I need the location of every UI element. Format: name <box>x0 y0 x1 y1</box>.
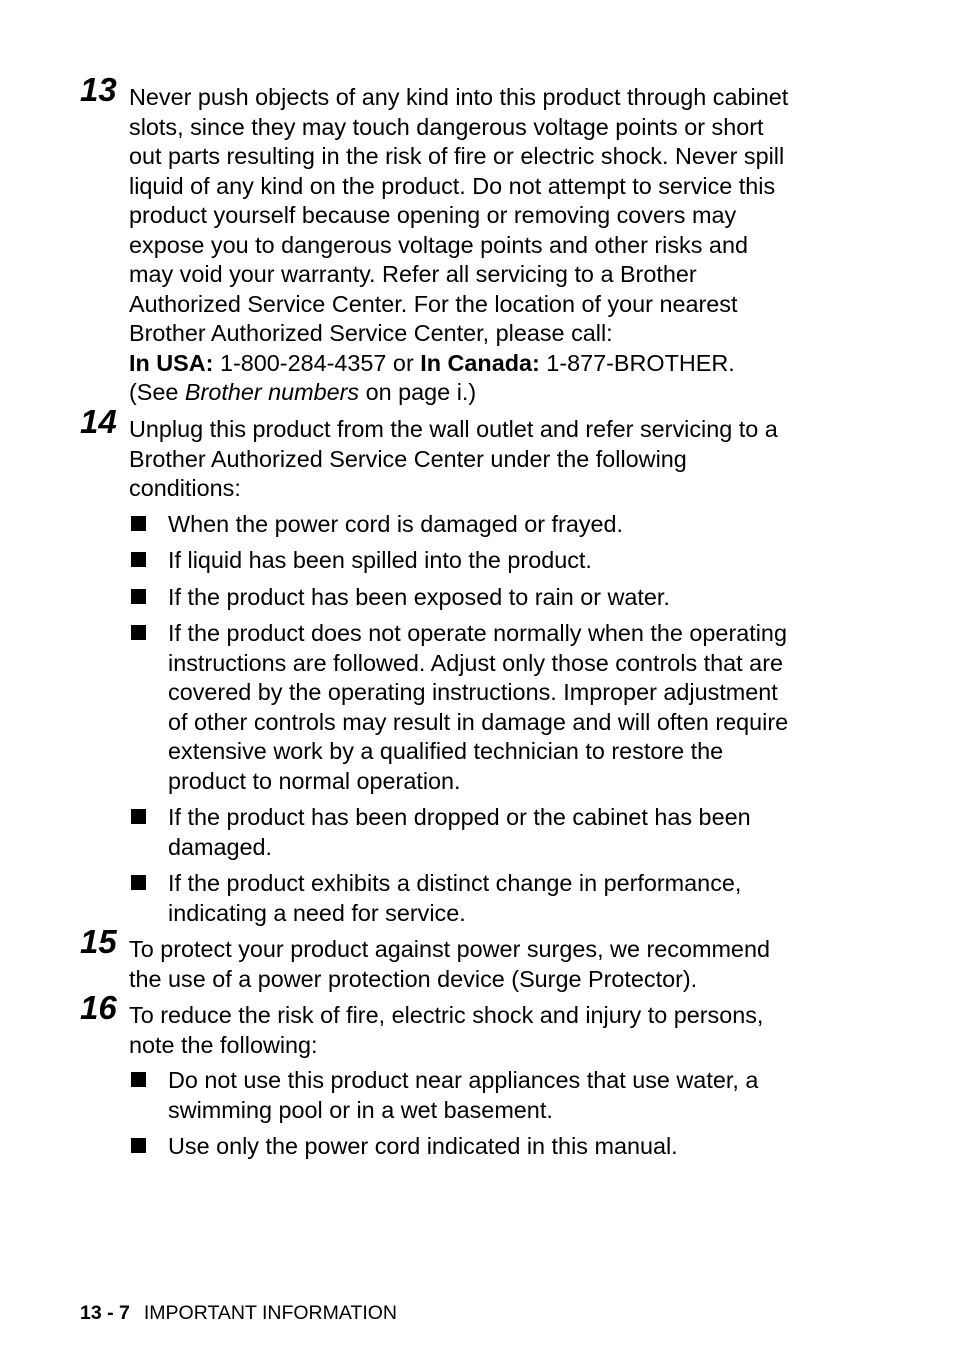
text-line: extensive work by a qualified technician to restore the <box>168 738 724 764</box>
canada-number: 1-877-BROTHER. <box>539 349 735 376</box>
text-line: liquid of any kind on the product. Do not attempt to service this <box>129 172 776 199</box>
see-suffix: on page i.) <box>359 379 477 405</box>
text-line: instructions are followed. Adjust only those controls that are <box>168 649 783 676</box>
bullet-item <box>129 546 829 576</box>
text-line: If the product does not operate normally when the operating <box>168 620 787 646</box>
text-line: swimming pool or in a wet basement. <box>168 1096 553 1123</box>
text-line: If the product has been exposed to rain or water. <box>168 584 670 610</box>
text-line: Brother Authorized Service Center under the following <box>129 445 687 472</box>
bullet-text <box>168 546 829 576</box>
page-footer <box>80 1301 397 1325</box>
bullet-square-icon <box>131 875 146 890</box>
text-line: To reduce the risk of fire, electric shock and injury to persons, <box>129 1002 764 1028</box>
bullet-square-icon <box>131 1072 146 1087</box>
see-reference-line <box>129 378 840 408</box>
item-14 <box>80 403 840 504</box>
see-prefix: (See <box>129 379 185 405</box>
text-line: damaged. <box>168 833 273 860</box>
text-line: Unplug this product from the wall outlet and refer servicing to a <box>129 416 778 442</box>
text-line: Brother Authorized Service Center, please call: <box>129 320 613 346</box>
bullet-item <box>129 619 829 796</box>
text-line: conditions: <box>129 475 241 501</box>
bullet-item <box>129 583 829 613</box>
bullet-text <box>168 510 829 540</box>
text-line: product to normal operation. <box>168 767 461 794</box>
item-number: 16 <box>80 989 117 1026</box>
item-text <box>129 83 840 408</box>
text-line: If liquid has been spilled into the product. <box>168 547 592 573</box>
bullet-item <box>129 803 829 862</box>
text-line: To protect your product against power surges, we recommend <box>129 936 770 962</box>
text-line: of other controls may result in damage and will often require <box>168 708 789 735</box>
usa-number: 1-800-284-4357 or <box>213 349 421 376</box>
bullet-item <box>129 1132 829 1162</box>
bullet-square-icon <box>131 809 146 824</box>
text-line: Use only the power cord indicated in this manual. <box>168 1133 678 1159</box>
bullet-square-icon <box>131 516 146 531</box>
text-line: When the power cord is damaged or frayed. <box>168 511 624 537</box>
text-line: out parts resulting in the risk of fire or electric shock. Never spill <box>129 143 785 169</box>
item-text <box>129 415 840 504</box>
text-line: product yourself because opening or removing covers may <box>129 202 737 228</box>
text-line: note the following: <box>129 1031 318 1058</box>
text-line: If the product exhibits a distinct change in performance, <box>168 870 742 896</box>
text-line: expose you to dangerous voltage points and other risks and <box>129 231 748 258</box>
text-line: may void your warranty. Refer all servicing to a Brother <box>129 261 697 287</box>
bullet-item <box>129 869 829 928</box>
item-13 <box>80 71 840 408</box>
text-line: covered by the operating instructions. Improper adjustment <box>168 679 778 705</box>
page-number: 13 - 7 <box>80 1302 130 1324</box>
bullet-item <box>129 1066 829 1125</box>
item-number: 13 <box>80 71 117 108</box>
bullet-text <box>168 619 829 796</box>
text-line: Never push objects of any kind into this product through cabinet <box>129 84 789 110</box>
section-title: IMPORTANT INFORMATION <box>143 1302 398 1324</box>
bullet-text <box>168 869 829 928</box>
bullet-text <box>168 1132 829 1162</box>
item-number: 14 <box>80 403 117 440</box>
bullet-text <box>168 1066 829 1125</box>
item-text <box>129 935 840 994</box>
bullet-square-icon <box>131 589 146 604</box>
bullet-square-icon <box>131 625 146 640</box>
canada-label: In Canada: <box>420 349 540 376</box>
item-text <box>129 1001 840 1060</box>
item-16 <box>80 989 840 1060</box>
text-line: indicating a need for service. <box>168 899 466 926</box>
text-line: If the product has been dropped or the cabinet has been <box>168 804 751 830</box>
item-number: 15 <box>80 923 117 960</box>
bullet-item <box>129 510 829 540</box>
bullet-text <box>168 583 829 613</box>
usa-label: In USA: <box>129 349 214 376</box>
see-ref: Brother numbers <box>184 379 360 405</box>
text-line: the use of a power protection device (Surge Protector). <box>129 965 698 992</box>
text-line: Do not use this product near appliances that use water, a <box>168 1067 759 1093</box>
text-line: Authorized Service Center. For the location of your nearest <box>129 290 738 317</box>
item-15 <box>80 923 840 994</box>
phone-numbers-line <box>129 349 840 379</box>
text-line: slots, since they may touch dangerous voltage points or short <box>129 113 764 140</box>
bullet-square-icon <box>131 552 146 567</box>
bullet-text <box>168 803 829 862</box>
bullet-square-icon <box>131 1138 146 1153</box>
